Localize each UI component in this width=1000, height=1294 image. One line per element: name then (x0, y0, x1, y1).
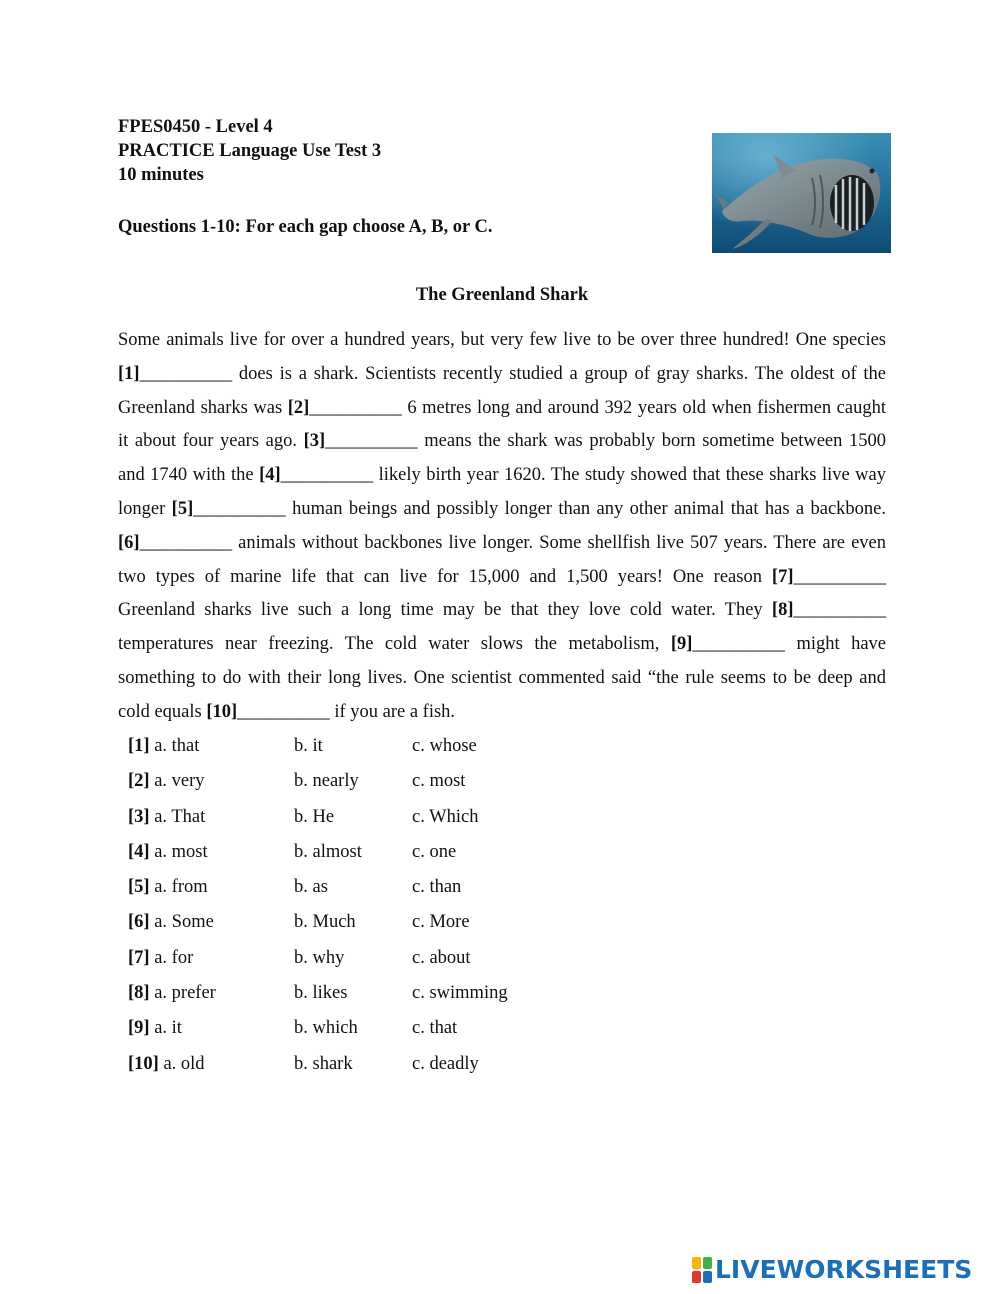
option-a[interactable] (128, 731, 199, 762)
passage-text: likely birth year 1620. The study showed that these sharks live way longer (118, 465, 886, 519)
gap-line: __________ (139, 532, 233, 553)
test-title: PRACTICE Language Use Test 3 (118, 141, 382, 161)
liveworksheets-badge-icon (692, 1257, 712, 1283)
option-a[interactable] (128, 872, 208, 903)
option-b[interactable]: b. Much (294, 912, 356, 933)
gap-line: __________ (280, 465, 374, 486)
option-a-label: a. old (163, 1053, 205, 1074)
gap-blank[interactable] (304, 431, 418, 451)
passage-text: Some animals live for over a hundred years, but very few live to be over three hundred! One species (118, 330, 886, 350)
option-a-label: a. That (154, 806, 206, 827)
passage-text: Greenland sharks live such a long time may be that they love cold water. They (118, 600, 772, 621)
option-b[interactable]: b. shark (294, 1053, 353, 1074)
shark-photo (712, 133, 891, 253)
gap-number: [10] (206, 701, 238, 722)
option-a[interactable] (128, 802, 205, 833)
gap-number: [9] (670, 634, 693, 655)
gap-number: [3] (303, 431, 326, 452)
gap-line: __________ (193, 498, 286, 519)
option-a[interactable] (128, 766, 205, 797)
question-number: [6] (128, 912, 150, 933)
course-code: FPES0450 - Level 4 (118, 117, 273, 137)
gap-number: [4] (259, 465, 281, 486)
option-c[interactable]: c. that (412, 1018, 458, 1039)
question-number: [10] (128, 1053, 159, 1074)
option-b[interactable]: b. almost (294, 841, 362, 862)
option-a-label: a. prefer (154, 983, 216, 1004)
passage-text: temperatures near freezing. The cold water slows the metabolism, (118, 634, 671, 655)
passage-title: The Greenland Shark (415, 285, 589, 305)
gap-number: [7] (771, 566, 794, 587)
option-c[interactable]: c. More (412, 912, 470, 933)
option-a[interactable] (128, 1013, 182, 1044)
gap-blank[interactable] (671, 634, 785, 654)
passage-text: human beings and possibly longer than any other animal that has a backbone. (285, 498, 887, 519)
liveworksheets-logo (692, 1254, 972, 1286)
question-number: [1] (128, 736, 150, 756)
option-b[interactable]: b. He (294, 806, 335, 827)
option-b[interactable]: b. nearly (294, 771, 359, 792)
option-c[interactable]: c. Which (412, 806, 479, 827)
option-a[interactable] (128, 907, 214, 938)
gap-blank[interactable] (206, 702, 329, 722)
gap-blank[interactable] (772, 567, 886, 587)
option-a-label: a. very (154, 771, 205, 792)
gap-number: [2] (287, 397, 310, 418)
gap-number: [6] (118, 532, 140, 553)
option-a-label: a. it (154, 1018, 182, 1039)
option-b[interactable]: b. it (294, 736, 323, 756)
option-a[interactable] (128, 978, 216, 1009)
passage-text: if you are a fish. (329, 701, 456, 722)
worksheet-header (118, 115, 381, 187)
option-b[interactable]: b. why (294, 947, 345, 968)
gap-blank[interactable] (118, 533, 232, 553)
option-c[interactable]: c. whose (412, 736, 477, 756)
question-number: [2] (128, 771, 150, 792)
question-number: [3] (128, 806, 150, 827)
time-limit: 10 minutes (118, 165, 204, 185)
gap-line: __________ (793, 566, 886, 587)
passage-text: 6 metres long and around 392 years old when fishermen caught it about four years ago. (118, 397, 886, 452)
option-b[interactable]: b. which (294, 1018, 358, 1039)
option-a-label: a. Some (154, 912, 214, 933)
gap-line: __________ (237, 701, 330, 722)
passage-text: does is a shark. Scientists recently studied a group of gray sharks. The oldest of the Greenland sharks was (118, 363, 886, 418)
option-a[interactable] (128, 943, 193, 974)
gap-blank[interactable] (259, 465, 373, 485)
question-number: [4] (128, 841, 150, 862)
option-a-label: a. most (154, 841, 208, 862)
question-number: [8] (128, 983, 150, 1004)
option-c[interactable]: c. one (412, 841, 457, 862)
gap-line: __________ (309, 397, 402, 418)
instructions: Questions 1-10: For each gap choose A, B, or C. (118, 217, 493, 237)
question-number: [5] (128, 877, 150, 898)
option-b[interactable]: b. likes (294, 983, 348, 1004)
option-c[interactable]: c. about (412, 947, 471, 968)
passage-text: might have something to do with their long lives. One scientist commented said “the rule seems to be deep and cold equals (118, 634, 887, 722)
logo-text: LIVEWORKSHEETS (715, 1255, 973, 1284)
option-a-label: a. that (154, 736, 200, 756)
gap-number: [5] (171, 498, 194, 519)
option-a[interactable] (128, 1049, 205, 1080)
gap-number: [1] (118, 363, 140, 384)
gap-number: [8] (771, 600, 794, 621)
option-a[interactable] (128, 837, 208, 868)
option-c[interactable]: c. than (412, 877, 462, 898)
gap-blank[interactable] (172, 499, 286, 519)
option-c[interactable]: c. most (412, 771, 466, 792)
gap-blank[interactable] (118, 364, 232, 384)
passage-text: means the shark was probably born sometime between 1500 and 1740 with the (118, 431, 886, 486)
option-b[interactable]: b. as (294, 877, 328, 898)
gap-line: __________ (139, 363, 233, 384)
gap-line: __________ (325, 431, 418, 452)
passage-text: animals without backbones live longer. Some shellfish live 507 years. There are even two types of marine life that can live for 15,000 and 1,500 years! One reason (118, 532, 886, 587)
option-a-label: a. for (154, 947, 194, 968)
option-c[interactable]: c. deadly (412, 1053, 479, 1074)
shark-illustration (712, 133, 891, 253)
gap-blank[interactable] (288, 398, 402, 418)
gap-line: __________ (793, 600, 886, 621)
gap-blank[interactable] (772, 600, 886, 620)
gap-line: __________ (692, 634, 785, 655)
question-number: [7] (128, 947, 150, 968)
option-a-label: a. from (154, 877, 208, 898)
question-number: [9] (128, 1018, 150, 1039)
option-c[interactable]: c. swimming (412, 983, 508, 1004)
passage (118, 324, 886, 730)
